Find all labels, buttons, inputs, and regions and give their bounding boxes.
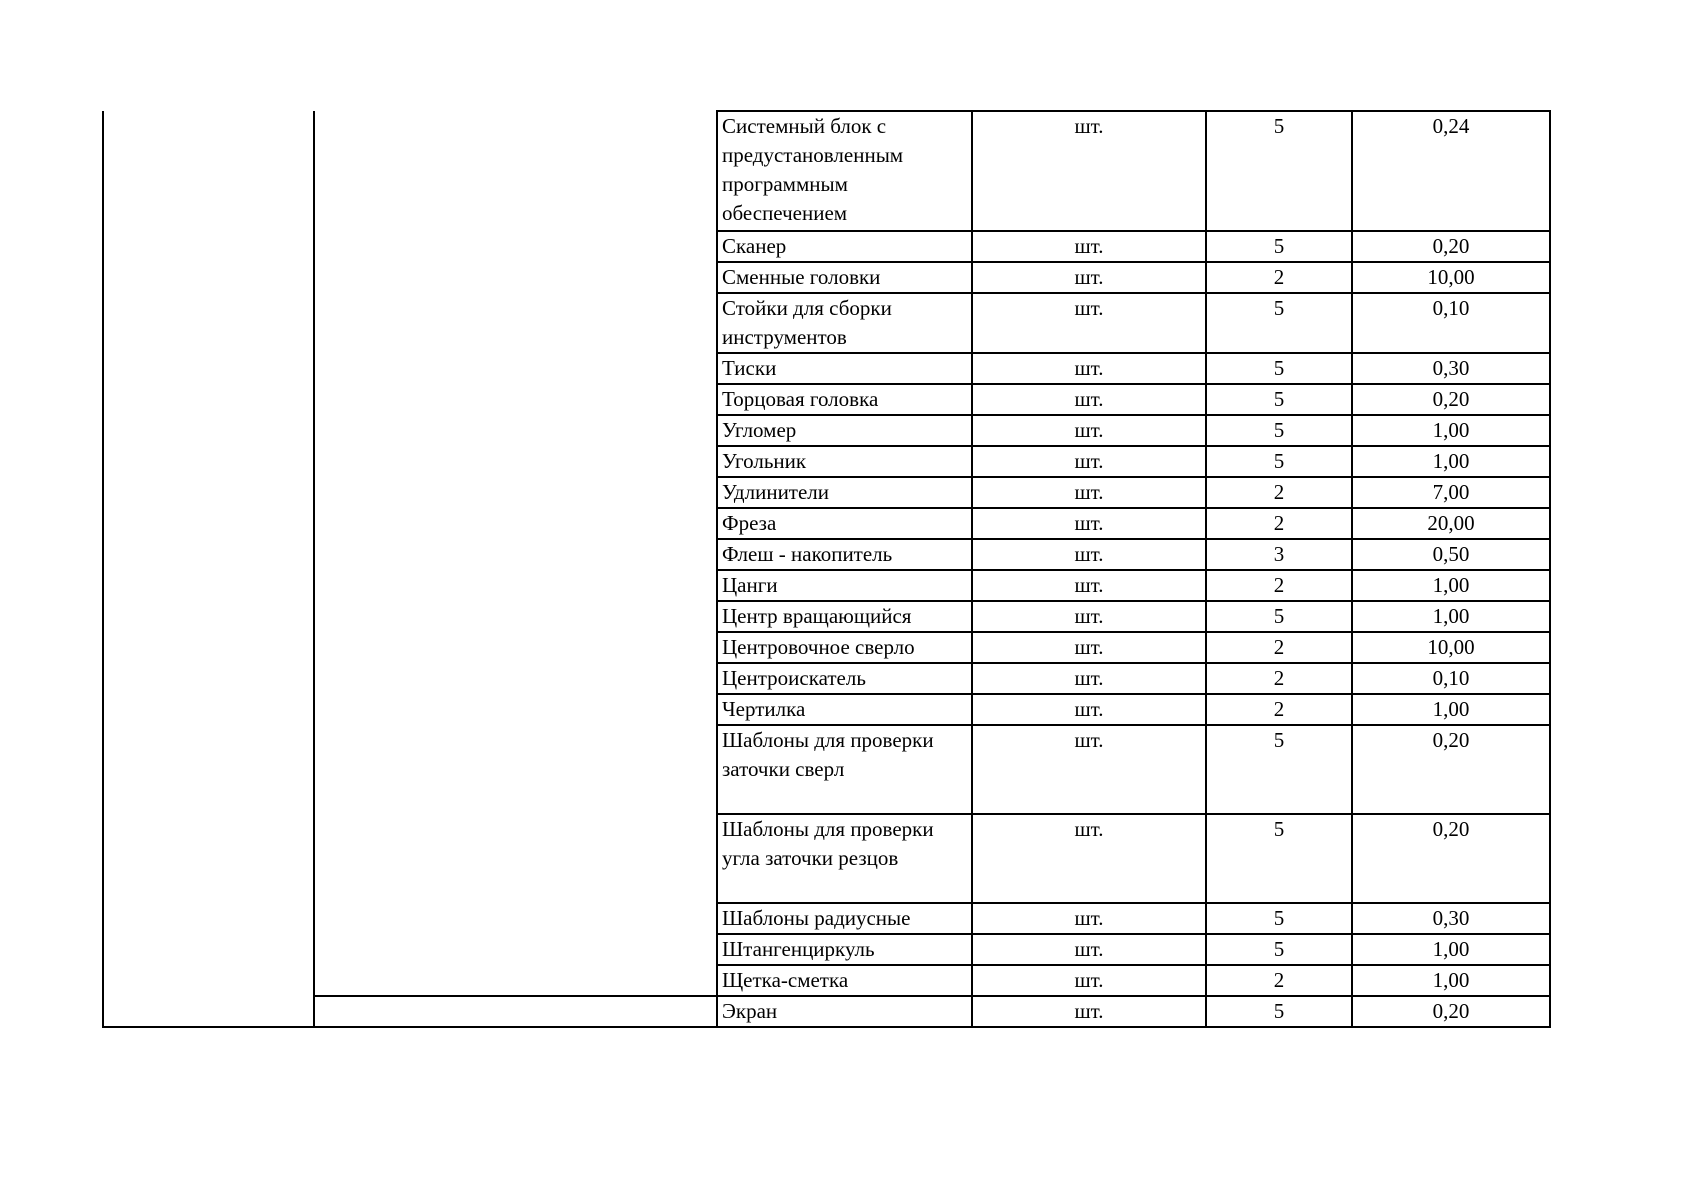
- item-name-cell: Тиски: [717, 353, 972, 384]
- value-cell: 0,50: [1352, 539, 1550, 570]
- unit-cell: шт.: [972, 477, 1206, 508]
- unit-cell: шт.: [972, 965, 1206, 996]
- unit-cell: шт.: [972, 539, 1206, 570]
- value-cell: 0,10: [1352, 663, 1550, 694]
- unit-cell: шт.: [972, 996, 1206, 1027]
- value-cell: 7,00: [1352, 477, 1550, 508]
- quantity-cell: 5: [1206, 415, 1352, 446]
- unit-cell: шт.: [972, 694, 1206, 725]
- item-name-cell: Сменные головки: [717, 262, 972, 293]
- unit-cell: шт.: [972, 601, 1206, 632]
- value-cell: 1,00: [1352, 415, 1550, 446]
- value-cell: 0,30: [1352, 353, 1550, 384]
- merged-empty-cell: [314, 996, 717, 1027]
- value-cell: 0,10: [1352, 293, 1550, 353]
- unit-cell: шт.: [972, 725, 1206, 814]
- item-name-cell: Центроискатель: [717, 663, 972, 694]
- quantity-cell: 2: [1206, 694, 1352, 725]
- unit-cell: шт.: [972, 570, 1206, 601]
- value-cell: 0,20: [1352, 996, 1550, 1027]
- quantity-cell: 5: [1206, 384, 1352, 415]
- item-name-cell: Флеш - накопитель: [717, 539, 972, 570]
- unit-cell: шт.: [972, 508, 1206, 539]
- value-cell: 1,00: [1352, 934, 1550, 965]
- quantity-cell: 5: [1206, 231, 1352, 262]
- unit-cell: шт.: [972, 231, 1206, 262]
- value-cell: 0,30: [1352, 903, 1550, 934]
- value-cell: 1,00: [1352, 570, 1550, 601]
- value-cell: 20,00: [1352, 508, 1550, 539]
- item-name-cell: Удлинители: [717, 477, 972, 508]
- item-name-cell: Экран: [717, 996, 972, 1027]
- value-cell: 10,00: [1352, 632, 1550, 663]
- table-row: [103, 111, 1550, 231]
- item-name-cell: Центровочное сверло: [717, 632, 972, 663]
- unit-cell: шт.: [972, 632, 1206, 663]
- item-name-cell: Угломер: [717, 415, 972, 446]
- item-name-cell: Штангенциркуль: [717, 934, 972, 965]
- quantity-cell: 5: [1206, 996, 1352, 1027]
- quantity-cell: 5: [1206, 903, 1352, 934]
- quantity-cell: 2: [1206, 477, 1352, 508]
- unit-cell: шт.: [972, 384, 1206, 415]
- item-name-cell: Системный блок с предустановленным программным обеспечением: [717, 111, 972, 231]
- value-cell: 10,00: [1352, 262, 1550, 293]
- item-name-cell: Щетка-сметка: [717, 965, 972, 996]
- unit-cell: шт.: [972, 814, 1206, 903]
- unit-cell: шт.: [972, 934, 1206, 965]
- unit-cell: шт.: [972, 446, 1206, 477]
- quantity-cell: 2: [1206, 508, 1352, 539]
- quantity-cell: 2: [1206, 262, 1352, 293]
- item-name-cell: Угольник: [717, 446, 972, 477]
- quantity-cell: 2: [1206, 663, 1352, 694]
- item-name-cell: Шаблоны радиусные: [717, 903, 972, 934]
- quantity-cell: 3: [1206, 539, 1352, 570]
- unit-cell: шт.: [972, 111, 1206, 231]
- quantity-cell: 5: [1206, 446, 1352, 477]
- item-name-cell: Фреза: [717, 508, 972, 539]
- item-name-cell: Шаблоны для проверки угла заточки резцов: [717, 814, 972, 903]
- quantity-cell: 5: [1206, 934, 1352, 965]
- unit-cell: шт.: [972, 415, 1206, 446]
- quantity-cell: 5: [1206, 293, 1352, 353]
- unit-cell: шт.: [972, 663, 1206, 694]
- quantity-cell: 2: [1206, 632, 1352, 663]
- item-name-cell: Стойки для сборки инструментов: [717, 293, 972, 353]
- quantity-cell: 5: [1206, 725, 1352, 814]
- item-name-cell: Шаблоны для проверки заточки сверл: [717, 725, 972, 814]
- item-name-cell: Сканер: [717, 231, 972, 262]
- unit-cell: шт.: [972, 262, 1206, 293]
- value-cell: 1,00: [1352, 446, 1550, 477]
- quantity-cell: 5: [1206, 814, 1352, 903]
- merged-empty-cell: [103, 111, 314, 1027]
- item-name-cell: Торцовая головка: [717, 384, 972, 415]
- value-cell: 0,20: [1352, 725, 1550, 814]
- value-cell: 0,20: [1352, 231, 1550, 262]
- unit-cell: шт.: [972, 353, 1206, 384]
- item-name-cell: Чертилка: [717, 694, 972, 725]
- item-name-cell: Центр вращающийся: [717, 601, 972, 632]
- table-row: [103, 996, 1550, 1027]
- value-cell: 1,00: [1352, 694, 1550, 725]
- equipment-table: [102, 110, 1551, 1028]
- value-cell: 0,20: [1352, 384, 1550, 415]
- value-cell: 0,24: [1352, 111, 1550, 231]
- merged-empty-cell: [314, 111, 717, 996]
- quantity-cell: 5: [1206, 111, 1352, 231]
- quantity-cell: 5: [1206, 353, 1352, 384]
- value-cell: 0,20: [1352, 814, 1550, 903]
- equipment-table-body: [103, 111, 1550, 1027]
- unit-cell: шт.: [972, 293, 1206, 353]
- unit-cell: шт.: [972, 903, 1206, 934]
- quantity-cell: 5: [1206, 601, 1352, 632]
- value-cell: 1,00: [1352, 965, 1550, 996]
- quantity-cell: 2: [1206, 570, 1352, 601]
- quantity-cell: 2: [1206, 965, 1352, 996]
- value-cell: 1,00: [1352, 601, 1550, 632]
- item-name-cell: Цанги: [717, 570, 972, 601]
